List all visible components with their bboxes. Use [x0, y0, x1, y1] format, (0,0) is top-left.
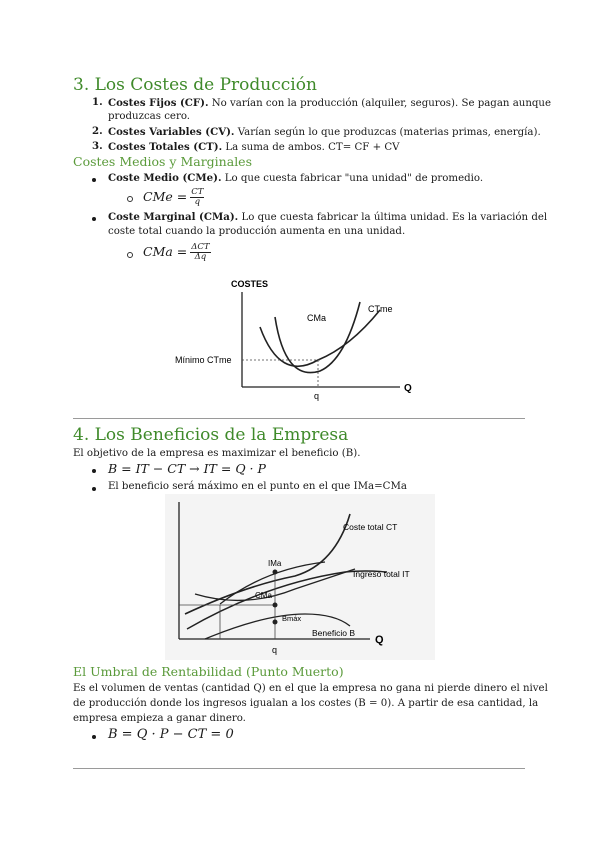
denominator: Δq	[194, 252, 207, 262]
sub-bullet-circle	[127, 252, 133, 258]
bullet-dot	[92, 178, 96, 182]
bullet-dot	[92, 487, 96, 491]
definition: No varían con la producción (alquiler, seguros). Se pagan aunque	[208, 98, 552, 109]
section-3-title: 3. Los Costes de Producción	[73, 75, 317, 95]
cma-label: CMa	[307, 313, 327, 323]
divider	[73, 768, 525, 769]
beneficio-label: Beneficio B	[312, 628, 355, 638]
definition: La suma de ambos. CT= CF + CV	[222, 142, 400, 153]
numerator: CT	[191, 187, 204, 197]
profit-curves-figure	[165, 494, 435, 660]
paragraph-line: de producción donde los ingresos igualan a los costes (B = 0). A partir de esa cantidad, la	[73, 698, 539, 709]
definition: Lo que cuesta fabricar "una unidad" de promedio.	[221, 173, 484, 184]
bullet-coste-marginal	[108, 210, 547, 225]
formula-lhs: CMe =	[143, 189, 188, 204]
min-ctme-label: Mínimo CTme	[175, 355, 232, 365]
bullet-dot	[92, 217, 96, 221]
x-axis-label: Q	[375, 634, 384, 646]
list-number: 2.	[92, 125, 103, 137]
fraction	[190, 243, 210, 262]
formula-cma	[143, 243, 211, 262]
formula-lhs: CMa =	[143, 244, 188, 259]
bmax-label: Bmáx	[282, 614, 302, 623]
paragraph-line: Es el volumen de ventas (cantidad Q) en el que la empresa no gana ni pierde dinero el nivel	[73, 683, 548, 694]
cost-curves-figure	[170, 272, 420, 407]
list-number: 3.	[92, 140, 103, 152]
list-number: 1.	[92, 96, 103, 108]
bmax-point	[273, 620, 278, 625]
fraction	[190, 188, 204, 207]
ctme-label: CTme	[368, 304, 393, 314]
term: Coste Marginal (CMa).	[108, 211, 239, 223]
bullet-coste-medio	[108, 171, 483, 186]
paragraph-line: empresa empieza a ganar dinero.	[73, 713, 246, 724]
bullet-ima-cma: El beneficio será máximo en el punto en el que IMa=CMa	[108, 481, 407, 492]
it-label: Ingreso total IT	[353, 569, 410, 579]
ima-label: IMa	[268, 559, 282, 568]
denominator: q	[194, 197, 201, 207]
bullet-dot	[92, 735, 96, 739]
formula-beneficio: B = IT − CT → IT = Q · P	[108, 461, 266, 476]
subheading-costes-medios: Costes Medios y Marginales	[73, 154, 252, 169]
sub-bullet-circle	[127, 196, 133, 202]
bullet-dot	[92, 469, 96, 473]
list-item-costes-variables	[108, 125, 541, 140]
term: Costes Totales (CT).	[108, 141, 223, 153]
cma-label: CMa	[255, 591, 272, 600]
x-axis-label: Q	[404, 383, 412, 394]
list-item-costes-totales	[108, 140, 400, 155]
bullet-continuation: coste total cuando la producción aumenta en una unidad.	[108, 226, 406, 237]
cma-point	[273, 603, 278, 608]
section-4-intro: El objetivo de la empresa es maximizar el beneficio (B).	[73, 448, 361, 459]
formula-punto-muerto: B = Q · P − CT = 0	[108, 727, 234, 742]
numerator: ΔCT	[191, 242, 210, 252]
list-item-costes-fijos	[108, 96, 551, 111]
list-item-continuation: produzcas cero.	[108, 111, 191, 122]
ct-label: Coste total CT	[343, 522, 398, 532]
ima-point	[273, 570, 278, 575]
section-4-title: 4. Los Beneficios de la Empresa	[73, 425, 349, 445]
divider	[73, 418, 525, 419]
subheading-umbral: El Umbral de Rentabilidad (Punto Muerto)	[73, 664, 344, 679]
definition: Lo que cuesta fabricar la última unidad. Es la variación del	[238, 212, 548, 223]
term: Coste Medio (CMe).	[108, 172, 222, 184]
formula-cme	[143, 188, 204, 207]
q-label: q	[314, 391, 320, 401]
definition: Varían según lo que produzcas (materias primas, energía).	[234, 127, 541, 138]
term: Costes Fijos (CF).	[108, 97, 209, 109]
y-axis-label: COSTES	[231, 279, 269, 289]
term: Costes Variables (CV).	[108, 126, 235, 138]
q-label: q	[272, 645, 278, 655]
